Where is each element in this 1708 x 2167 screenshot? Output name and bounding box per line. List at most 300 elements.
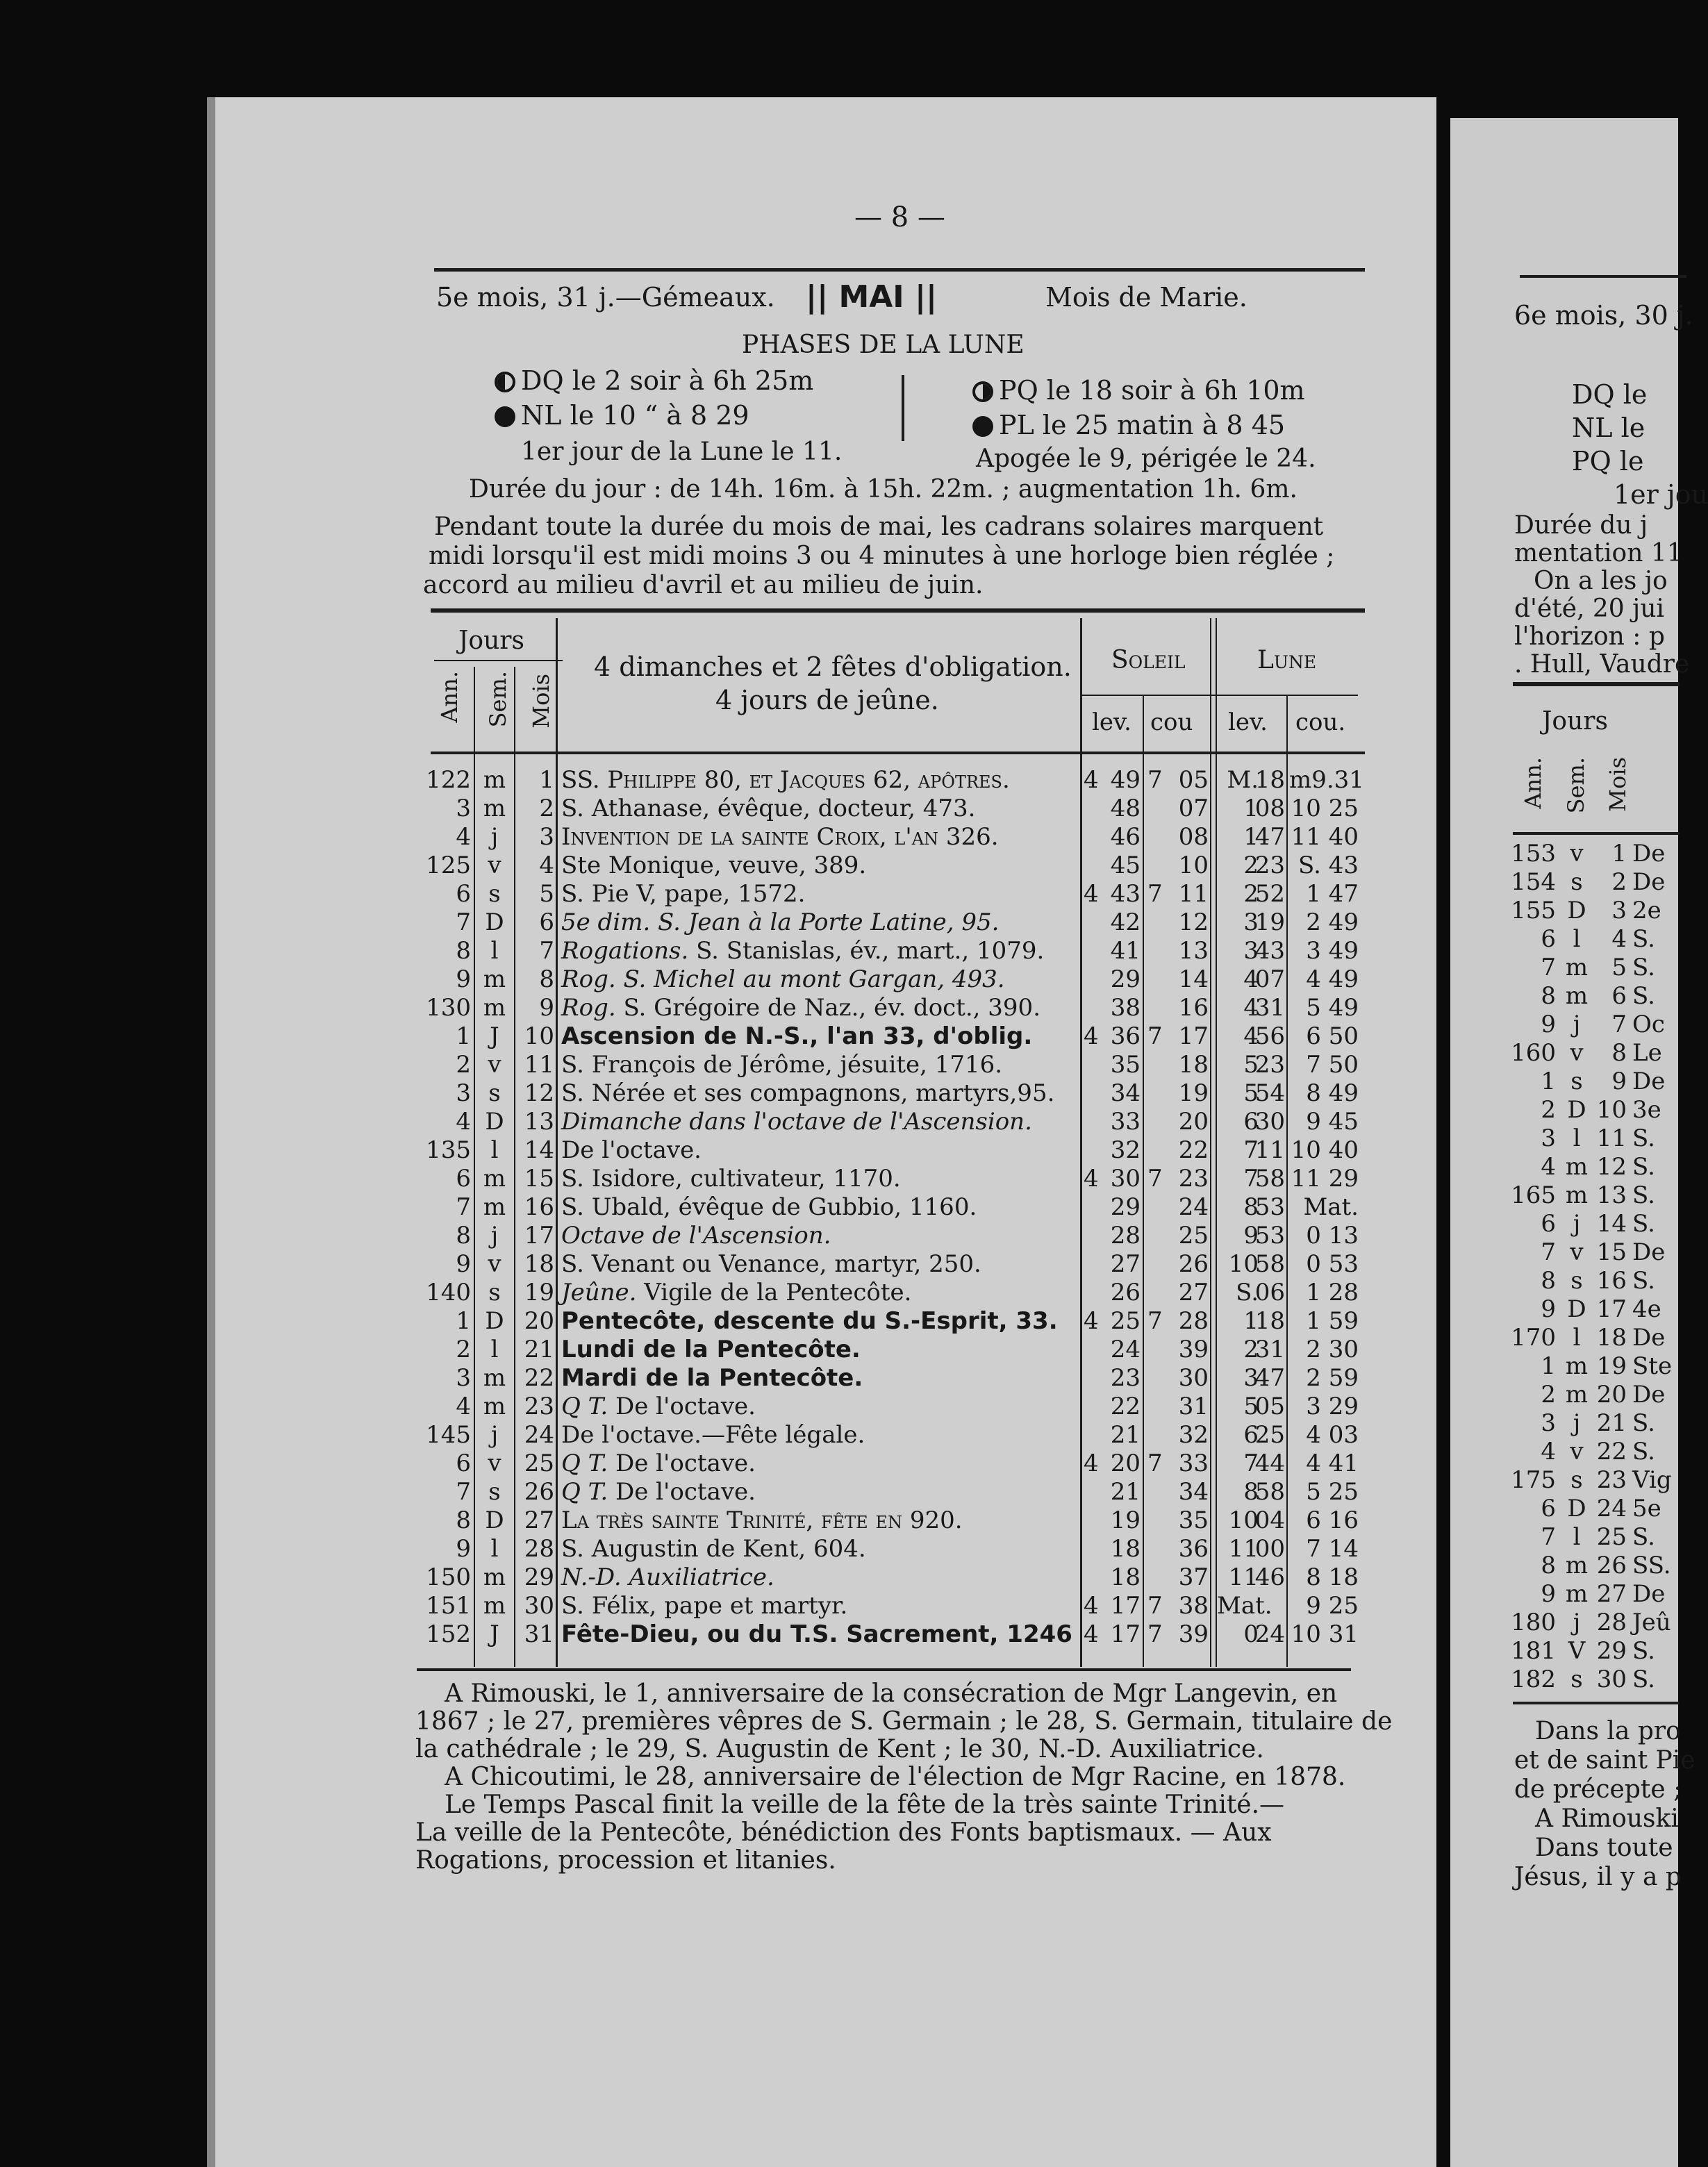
table-row <box>0 824 1389 850</box>
table-row <box>0 1052 1389 1078</box>
cell-mois: 17 <box>524 1222 554 1249</box>
cell-sem: v <box>488 1051 501 1079</box>
cell-feast: SS. Philippe 80, et Jacques 62, apôtres. <box>561 766 1010 794</box>
rp-cell-feast: De <box>1632 868 1666 896</box>
cell-lune-lev-h: 3 <box>1243 937 1259 965</box>
cell-sem: j <box>490 1421 499 1449</box>
cell-ann: 6 <box>456 880 471 908</box>
cell-ann: 152 <box>426 1620 471 1648</box>
cell-sem: m <box>483 1592 506 1620</box>
cell-ann: 6 <box>456 1450 471 1477</box>
cell-lune-cou: 8 18 <box>1306 1563 1359 1591</box>
rp-cell-feast: S. <box>1632 925 1655 953</box>
cell-feast <box>561 1450 756 1477</box>
rp-cell-sem: m <box>1565 1181 1589 1209</box>
cell-sem: D <box>485 908 504 936</box>
feast-roman-part: De l'octave. <box>615 1450 756 1477</box>
cell-soleil-cou-h: 7 <box>1147 1620 1163 1648</box>
cell-lune-lev-h: 7 <box>1243 1165 1259 1193</box>
col-lune-lev: lev. <box>1228 708 1268 736</box>
cell-lune-cou: 2 49 <box>1306 908 1359 936</box>
rp-cell-sem: m <box>1565 1580 1589 1608</box>
cell-lune-cou: 11 40 <box>1291 823 1359 851</box>
cell-sem: j <box>490 1222 499 1249</box>
cell-lune-lev-m: 53 <box>1254 1222 1285 1249</box>
cell-ann: 9 <box>456 1535 471 1563</box>
cell-ann: 9 <box>456 1250 471 1278</box>
cell-lune-lev-m: 58 <box>1254 1478 1285 1506</box>
phases-title: PHASES DE LA LUNE <box>742 331 1025 359</box>
rp-cell-mois: 19 <box>1596 1352 1627 1380</box>
table-row <box>0 767 1389 793</box>
cell-lune-cou: 2 59 <box>1306 1364 1359 1392</box>
cell-soleil-lev-h: 4 <box>1084 766 1099 794</box>
cell-soleil-lev-m: 49 <box>1110 766 1141 794</box>
rp-col-sem: Sem. <box>1563 757 1589 814</box>
cell-soleil-cou-m: 07 <box>1178 795 1209 822</box>
cell-sem: m <box>483 766 506 794</box>
rp-text-line: d'été, 20 jui <box>1514 595 1665 623</box>
cell-lune-lev-m: 46 <box>1254 1563 1285 1591</box>
rp-cell-sem: v <box>1570 840 1584 867</box>
rp-text-line: mentation 11 <box>1514 539 1683 567</box>
rp-row <box>1450 1325 1686 1351</box>
cell-lune-cou: 1 59 <box>1306 1307 1359 1335</box>
cell-ann: 4 <box>456 823 471 851</box>
rp-cell-mois: 14 <box>1596 1210 1627 1238</box>
rp-cell-feast: Le <box>1632 1039 1662 1067</box>
cell-sem: l <box>490 1535 499 1563</box>
rp-row <box>1450 1438 1686 1465</box>
rp-cell-mois: 23 <box>1596 1466 1627 1494</box>
rp-cell-feast: Ste <box>1632 1352 1673 1380</box>
cell-soleil-cou-h: 7 <box>1147 1022 1163 1050</box>
cell-mois: 19 <box>524 1279 554 1306</box>
rp-row <box>1450 1125 1686 1152</box>
rp-cell-ann: 175 <box>1511 1466 1556 1494</box>
rp-phase: PQ le <box>1572 446 1644 476</box>
cell-soleil-lev-m: 34 <box>1110 1079 1141 1107</box>
cell-sem: v <box>488 852 501 879</box>
cell-ann: 3 <box>456 1364 471 1392</box>
table-row <box>0 1336 1389 1363</box>
cell-sem: m <box>483 1165 506 1193</box>
cell-ann: 8 <box>456 1506 471 1534</box>
rp-row <box>1450 1097 1686 1123</box>
cell-soleil-cou-m: 33 <box>1178 1450 1209 1477</box>
rp-cell-ann: 6 <box>1541 1210 1556 1238</box>
col-ann: Ann. <box>436 671 463 723</box>
cell-feast: 5e dim. S. Jean à la Porte Latine, 95. <box>561 908 1000 936</box>
phase-dq: DQ le 2 soir à 6h 25m <box>495 365 813 396</box>
cell-lune-cou: 3 49 <box>1306 937 1359 965</box>
header-month: || MAI || <box>806 279 938 315</box>
cell-lune-lev-m: 58 <box>1254 1250 1285 1278</box>
cell-ann: 1 <box>456 1307 471 1335</box>
cell-mois: 20 <box>524 1307 554 1335</box>
cell-mois: 31 <box>524 1620 554 1648</box>
cell-lune-lev-h: 4 <box>1243 994 1259 1022</box>
cell-sem: D <box>485 1108 504 1136</box>
cell-sem: m <box>483 994 506 1022</box>
rp-cell-ann: 3 <box>1541 1124 1556 1152</box>
table-row <box>0 881 1389 907</box>
rp-cell-feast: 3e <box>1632 1096 1661 1124</box>
rp-row <box>1450 1011 1686 1038</box>
cell-lune-lev-h: Mat. <box>1217 1592 1272 1620</box>
cell-lune-lev-m: 11 <box>1254 1136 1285 1164</box>
cell-sem: D <box>485 1307 504 1335</box>
cell-soleil-cou-m: 22 <box>1178 1136 1209 1164</box>
cell-ann: 7 <box>456 908 471 936</box>
rp-cell-feast: Oc <box>1632 1011 1665 1038</box>
cell-sem: m <box>483 1364 506 1392</box>
cell-lune-cou: 10 25 <box>1291 795 1359 822</box>
rp-cell-mois: 12 <box>1596 1153 1627 1181</box>
cell-lune-cou: 1 47 <box>1306 880 1359 908</box>
rp-cell-mois: 10 <box>1596 1096 1627 1124</box>
col-soleil-lev: lev. <box>1092 708 1131 736</box>
cell-lune-lev-m: 43 <box>1254 937 1285 965</box>
cell-sem: m <box>483 1193 506 1221</box>
rp-cell-sem: s <box>1570 1666 1583 1693</box>
rp-cell-sem: j <box>1573 1609 1581 1636</box>
table-row <box>0 1593 1389 1619</box>
rp-cell-ann: 9 <box>1541 1011 1556 1038</box>
cell-feast: S. Isidore, cultivateur, 1170. <box>561 1165 901 1193</box>
rp-cell-feast: 2e <box>1632 897 1661 924</box>
cell-soleil-lev-m: 48 <box>1110 795 1141 822</box>
table-top-rule <box>431 608 1365 613</box>
rp-cell-mois: 30 <box>1596 1666 1627 1693</box>
rp-cell-sem: m <box>1565 1352 1589 1380</box>
cell-feast: Lundi de la Pentecôte. <box>561 1336 861 1363</box>
phase-pl: PL le 25 matin à 8 45 <box>972 410 1285 440</box>
rp-cell-feast: S. <box>1632 1438 1655 1466</box>
cell-soleil-cou-m: 25 <box>1178 1222 1209 1249</box>
cell-lune-cou: 3 29 <box>1306 1393 1359 1420</box>
rp-row <box>1450 1353 1686 1379</box>
cell-feast: S. Augustin de Kent, 604. <box>561 1535 866 1563</box>
table-row <box>0 1080 1389 1106</box>
rp-phase: 1er jou <box>1614 479 1708 510</box>
cell-mois: 15 <box>524 1165 554 1193</box>
cell-soleil-cou-m: 28 <box>1178 1307 1209 1335</box>
table-row <box>0 1222 1389 1249</box>
cell-lune-lev-h: 5 <box>1243 1051 1259 1079</box>
rp-cell-ann: 4 <box>1541 1438 1556 1466</box>
rp-cell-ann: 7 <box>1541 954 1556 981</box>
rp-footer-line: Dans la pro <box>1535 1717 1681 1745</box>
cell-ann: 140 <box>426 1279 471 1306</box>
cell-feast <box>561 1479 756 1505</box>
cell-mois: 3 <box>539 823 554 851</box>
header-left: 5e mois, 31 j.—Gémeaux. <box>436 282 775 313</box>
rp-cell-ann: 4 <box>1541 1153 1556 1181</box>
table-row <box>0 852 1389 879</box>
footer-line: La veille de la Pentecôte, bénédiction des Fonts baptismaux. — Aux <box>415 1818 1272 1847</box>
rp-cell-feast: De <box>1632 1381 1666 1409</box>
cell-soleil-lev-m: 26 <box>1110 1279 1141 1306</box>
cell-ann: 9 <box>456 965 471 993</box>
intro-line: accord au milieu d'avril et au milieu de juin. <box>423 571 984 599</box>
cell-lune-lev-m: 18 <box>1254 766 1285 794</box>
cell-ann: 145 <box>426 1421 471 1449</box>
cell-ann: 6 <box>456 1165 471 1193</box>
cell-feast <box>561 938 1044 964</box>
rp-cell-feast: S. <box>1632 1267 1655 1295</box>
rp-rule-2 <box>1513 682 1680 686</box>
cell-soleil-cou-m: 11 <box>1178 880 1209 908</box>
cell-feast: S. Félix, pape et martyr. <box>561 1592 848 1620</box>
cell-soleil-lev-m: 29 <box>1110 1193 1141 1221</box>
feast-italic-part: Jeûne. <box>561 1279 645 1306</box>
rp-jours: Jours <box>1542 707 1608 736</box>
cell-soleil-cou-m: 34 <box>1178 1478 1209 1506</box>
cell-lune-cou: 4 03 <box>1306 1421 1359 1449</box>
cell-lune-cou: 10 40 <box>1291 1136 1359 1164</box>
cell-ann: 151 <box>426 1592 471 1620</box>
cell-lune-lev-h: 3 <box>1243 1364 1259 1392</box>
cell-mois: 8 <box>539 965 554 993</box>
rp-cell-feast: S. <box>1632 954 1655 981</box>
cell-lune-lev-h: 3 <box>1243 908 1259 936</box>
cell-sem: l <box>490 937 499 965</box>
cell-feast: Rog. S. Michel au mont Gargan, 493. <box>561 965 1005 993</box>
cell-lune-cou: 9 45 <box>1306 1108 1359 1136</box>
right-page <box>1450 118 1708 2167</box>
day-duration: Durée du jour : de 14h. 16m. à 15h. 22m. ; augmentation 1h. 6m. <box>469 475 1297 504</box>
cell-lune-cou: 0 13 <box>1306 1222 1359 1249</box>
cell-soleil-lev-h: 4 <box>1084 880 1099 908</box>
rp-row <box>1450 1552 1686 1579</box>
cell-feast: De l'octave.—Fête légale. <box>561 1421 865 1449</box>
cell-soleil-lev-m: 36 <box>1110 1022 1141 1050</box>
cell-lune-cou: 9 25 <box>1306 1592 1359 1620</box>
cell-feast: Invention de la sainte Croix, l'an 326. <box>561 823 999 851</box>
soleil-underline <box>1080 695 1358 696</box>
rp-footer-line: Jésus, il y a p <box>1514 1863 1682 1891</box>
cell-lune-lev-m: 53 <box>1254 1193 1285 1221</box>
cell-soleil-lev-m: 17 <box>1110 1620 1141 1648</box>
cell-lune-lev-h: 11 <box>1228 1563 1259 1591</box>
cell-lune-cou: 6 16 <box>1306 1506 1359 1534</box>
cell-mois: 10 <box>524 1022 554 1050</box>
rp-cell-ann: 182 <box>1511 1666 1556 1693</box>
first-day: 1er jour de la Lune le 11. <box>521 438 843 466</box>
cell-mois: 12 <box>524 1079 554 1107</box>
table-row <box>0 1450 1389 1477</box>
rp-row <box>1450 926 1686 952</box>
col-lune: Lune <box>1257 646 1317 674</box>
cell-soleil-lev-h: 4 <box>1084 1620 1099 1648</box>
cell-lune-lev-h: 4 <box>1243 1022 1259 1050</box>
rp-cell-mois: 5 <box>1611 954 1627 981</box>
cell-soleil-cou-m: 13 <box>1178 937 1209 965</box>
cell-mois: 29 <box>524 1563 554 1591</box>
cell-soleil-lev-m: 19 <box>1110 1506 1141 1534</box>
rp-cell-ann: 154 <box>1511 868 1556 896</box>
rp-cell-ann: 181 <box>1511 1637 1556 1665</box>
rp-row <box>1450 1211 1686 1237</box>
rp-cell-mois: 15 <box>1596 1238 1627 1266</box>
page-number: — 8 — <box>854 201 945 233</box>
table-header-rule <box>431 752 1365 754</box>
rp-cell-ann: 8 <box>1541 1552 1556 1579</box>
cell-soleil-lev-m: 28 <box>1110 1222 1141 1249</box>
phase-nl: NL le 10 “ à 8 29 <box>495 400 749 431</box>
cell-feast: De l'octave. <box>561 1136 702 1164</box>
rp-cell-feast: S. <box>1632 1210 1655 1238</box>
cell-soleil-cou-m: 23 <box>1178 1165 1209 1193</box>
rp-cell-feast: S. <box>1632 1409 1655 1437</box>
rp-cell-sem: j <box>1573 1210 1581 1238</box>
cell-lune-lev-m: 05 <box>1254 1393 1285 1420</box>
rp-cell-sem: l <box>1573 925 1581 953</box>
table-row <box>0 1194 1389 1220</box>
rp-cell-sem: l <box>1573 1324 1581 1352</box>
feast-italic-part: Q T. <box>561 1478 615 1506</box>
table-row <box>0 966 1389 993</box>
cell-soleil-lev-m: 35 <box>1110 1051 1141 1079</box>
cell-soleil-lev-h: 4 <box>1084 1307 1099 1335</box>
rp-cell-feast: De <box>1632 1324 1666 1352</box>
cell-lune-cou: 0 53 <box>1306 1250 1359 1278</box>
cell-feast: Ste Monique, veuve, 389. <box>561 852 867 879</box>
rp-text-line: On a les jo <box>1534 567 1668 595</box>
table-row <box>0 1251 1389 1277</box>
cell-ann: 4 <box>456 1393 471 1420</box>
rp-row <box>1450 983 1686 1009</box>
cell-lune-lev-m: 47 <box>1254 1364 1285 1392</box>
cell-ann: 3 <box>456 1079 471 1107</box>
rp-cell-sem: j <box>1573 1011 1581 1038</box>
feast-roman-part: S. Stanislas, év., mart., 1079. <box>696 937 1045 965</box>
cell-lune-lev-h: 9 <box>1243 1222 1259 1249</box>
cell-lune-cou: m9.31 <box>1289 766 1364 794</box>
cell-sem: m <box>483 965 506 993</box>
rp-cell-mois: 18 <box>1596 1324 1627 1352</box>
rp-cell-ann: 1 <box>1541 1068 1556 1095</box>
rp-row <box>1450 1495 1686 1522</box>
rp-cell-ann: 9 <box>1541 1295 1556 1323</box>
rp-row <box>1450 897 1686 924</box>
rp-cell-sem: D <box>1567 1295 1586 1323</box>
cell-lune-lev-m: 31 <box>1254 1336 1285 1363</box>
cell-soleil-cou-m: 39 <box>1178 1620 1209 1648</box>
cell-soleil-lev-h: 4 <box>1084 1450 1099 1477</box>
cell-soleil-lev-m: 24 <box>1110 1336 1141 1363</box>
cell-lune-lev-m: 30 <box>1254 1108 1285 1136</box>
cell-lune-lev-h: S. <box>1236 1279 1259 1306</box>
rp-cell-ann: 2 <box>1541 1381 1556 1409</box>
rp-cell-sem: D <box>1567 897 1586 924</box>
cell-sem: J <box>490 1620 499 1648</box>
cell-lune-lev-m: 08 <box>1254 795 1285 822</box>
cell-lune-lev-h: 2 <box>1243 880 1259 908</box>
cell-ann: 3 <box>456 795 471 822</box>
rp-cell-ann: 3 <box>1541 1409 1556 1437</box>
cell-soleil-lev-h: 4 <box>1084 1592 1099 1620</box>
cell-lune-lev-h: 2 <box>1243 1336 1259 1363</box>
rp-row <box>1450 1609 1686 1636</box>
cell-sem: l <box>490 1336 499 1363</box>
rp-cell-sem: D <box>1567 1495 1586 1522</box>
feast-roman-part: De l'octave. <box>615 1393 756 1420</box>
cell-soleil-lev-m: 42 <box>1110 908 1141 936</box>
cell-feast: S. Pie V, pape, 1572. <box>561 880 806 908</box>
intro-line: midi lorsqu'il est midi moins 3 ou 4 minutes à une horloge bien réglée ; <box>429 542 1335 570</box>
cell-feast: S. François de Jérôme, jésuite, 1716. <box>561 1051 1003 1079</box>
cell-sem: s <box>488 1279 501 1306</box>
footer-line: Le Temps Pascal finit la veille de la fête de la très sainte Trinité.— <box>445 1791 1285 1819</box>
rp-row <box>1450 1467 1686 1493</box>
footer-line: Rogations, procession et litanies. <box>415 1846 836 1875</box>
cell-soleil-lev-m: 17 <box>1110 1592 1141 1620</box>
cell-lune-lev-m: 31 <box>1254 994 1285 1022</box>
cell-sem: s <box>488 1478 501 1506</box>
cell-soleil-cou-h: 7 <box>1147 1450 1163 1477</box>
cell-ann: 8 <box>456 1222 471 1249</box>
mid-header-2: 4 jours de jeûne. <box>715 685 939 715</box>
rp-cell-feast: Jeû <box>1632 1609 1671 1636</box>
rp-cell-mois: 24 <box>1596 1495 1627 1522</box>
cell-sem: J <box>490 1022 499 1050</box>
rp-text-line: Durée du j <box>1514 511 1648 540</box>
rp-cell-feast: SS. <box>1632 1552 1671 1579</box>
cell-mois: 30 <box>524 1592 554 1620</box>
rp-footer-line: et de saint Pie <box>1514 1746 1695 1775</box>
table-row <box>0 1621 1389 1647</box>
cell-lune-lev-m: 04 <box>1254 1506 1285 1534</box>
rp-cell-mois: 29 <box>1596 1637 1627 1665</box>
cell-lune-lev-h: 7 <box>1243 1136 1259 1164</box>
rp-rule <box>1520 275 1686 278</box>
cell-soleil-cou-m: 27 <box>1178 1279 1209 1306</box>
table-row <box>0 938 1389 964</box>
cell-lune-cou: Mat. <box>1303 1193 1359 1221</box>
cell-sem: s <box>488 1079 501 1107</box>
rp-cell-sem: m <box>1565 1381 1589 1409</box>
cell-mois: 16 <box>524 1193 554 1221</box>
cell-lune-lev-h: 11 <box>1228 1535 1259 1563</box>
cell-soleil-cou-m: 30 <box>1178 1364 1209 1392</box>
cell-lune-cou: 4 49 <box>1306 965 1359 993</box>
cell-feast <box>561 1393 756 1420</box>
rp-cell-mois: 6 <box>1611 982 1627 1010</box>
cell-soleil-cou-m: 35 <box>1178 1506 1209 1534</box>
cell-feast: S. Nérée et ses compagnons, martyrs,95. <box>561 1079 1055 1107</box>
cell-ann: 2 <box>456 1336 471 1363</box>
cell-ann: 8 <box>456 937 471 965</box>
cell-lune-lev-m: 23 <box>1254 852 1285 879</box>
rp-cell-mois: 28 <box>1596 1609 1627 1636</box>
cell-soleil-cou-h: 7 <box>1147 1307 1163 1335</box>
moon-full-icon <box>972 416 993 437</box>
cell-ann: 7 <box>456 1478 471 1506</box>
feast-italic-part: Q T. <box>561 1393 615 1420</box>
moon-first-quarter-icon <box>972 381 993 402</box>
cell-lune-lev-h: 5 <box>1243 1393 1259 1420</box>
cell-mois: 26 <box>524 1478 554 1506</box>
cell-soleil-cou-h: 7 <box>1147 880 1163 908</box>
cell-sem: m <box>483 1563 506 1591</box>
cell-feast: Fête-Dieu, ou du T.S. Sacrement, 1246 <box>561 1620 1072 1648</box>
intro-line: Pendant toute la durée du mois de mai, les cadrans solaires marquent <box>434 513 1324 541</box>
cell-lune-lev-h: 8 <box>1243 1478 1259 1506</box>
table-row <box>0 1109 1389 1135</box>
rp-cell-sem: m <box>1565 982 1589 1010</box>
